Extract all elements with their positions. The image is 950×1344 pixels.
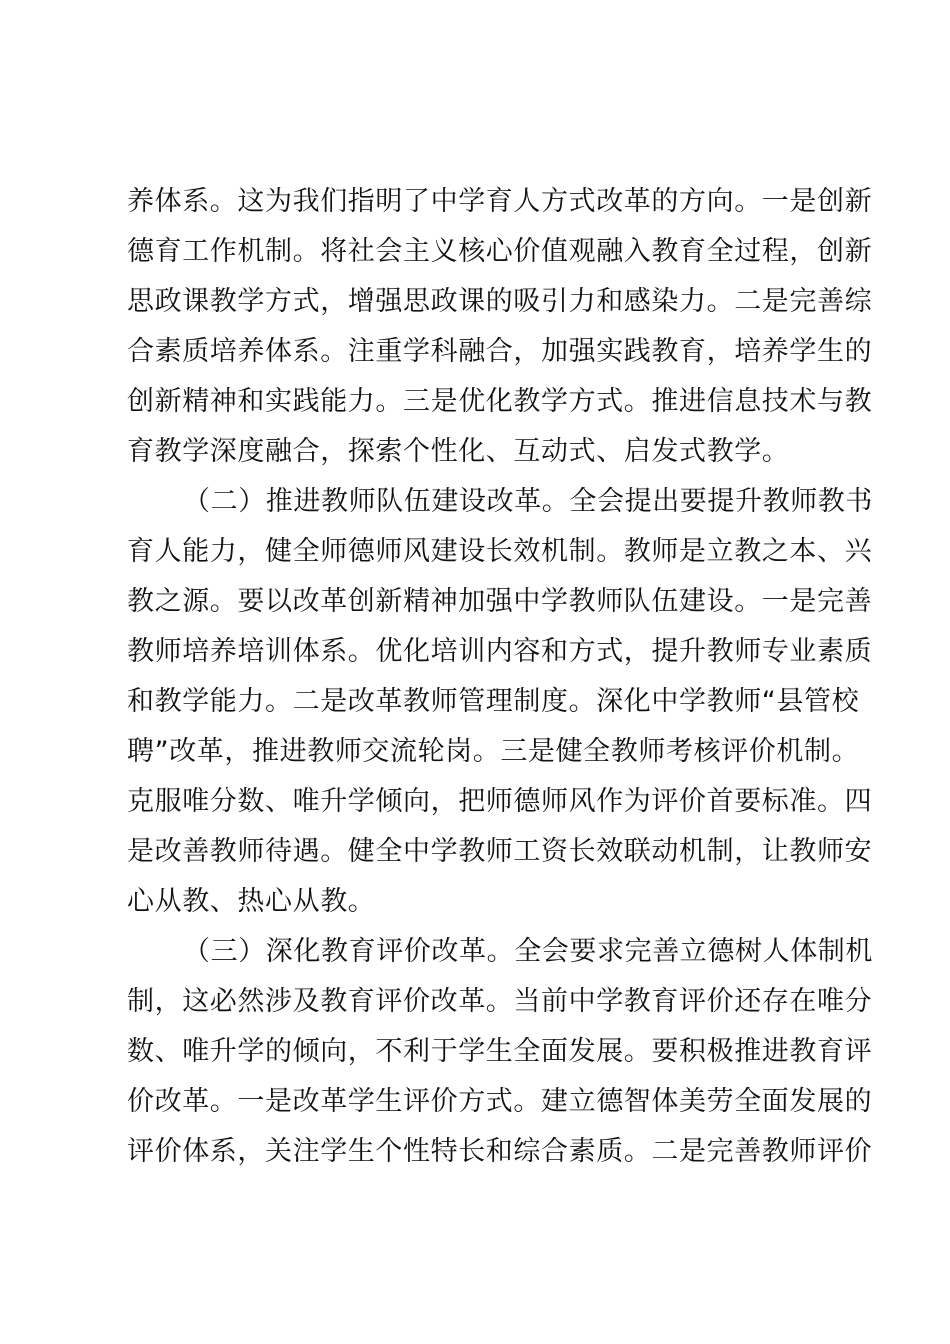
text-line: 和教学能力。二是改革教师管理制度。深化中学教师“县管校 [127, 686, 860, 717]
text-line: 克服唯分数、唯升学倾向，把师德师风作为评价首要标准。四 [127, 786, 873, 817]
document-body [127, 177, 873, 1177]
text-line: 德育工作机制。将社会主义核心价值观融入教育全过程，创新 [127, 236, 873, 267]
text-line: 是改善教师待遇。健全中学教师工资长效联动机制，让教师安 [127, 836, 873, 867]
text-line: 养体系。这为我们指明了中学育人方式改革的方向。一是创新 [127, 186, 873, 217]
text-line: 心从教、热心从教。 [127, 886, 376, 917]
section-heading-line: （二）推进教师队伍建设改革。全会提出要提升教师教书 [183, 486, 873, 517]
text-line: 思政课教学方式，增强思政课的吸引力和感染力。二是完善综 [127, 286, 873, 317]
text-line: 育教学深度融合，探索个性化、互动式、启发式教学。 [127, 436, 790, 467]
text-line: 创新精神和实践能力。三是优化教学方式。推进信息技术与教 [127, 386, 873, 417]
text-line: 价改革。一是改革学生评价方式。建立德智体美劳全面发展的 [127, 1086, 873, 1117]
text-line: 合素质培养体系。注重学科融合，加强实践教育，培养学生的 [127, 336, 873, 367]
text-line: 教之源。要以改革创新精神加强中学教师队伍建设。一是完善 [127, 586, 873, 617]
section-heading-line: （三）深化教育评价改革。全会要求完善立德树人体制机 [183, 936, 873, 967]
paragraph-2 [127, 477, 873, 927]
paragraph-1 [127, 177, 873, 477]
text-line: 制，这必然涉及教育评价改革。当前中学教育评价还存在唯分 [127, 986, 873, 1017]
text-line: 聘”改革，推进教师交流轮岗。三是健全教师考核评价机制。 [127, 736, 860, 767]
text-line: 数、唯升学的倾向，不利于学生全面发展。要积极推进教育评 [127, 1036, 873, 1067]
text-line: 育人能力，健全师德师风建设长效机制。教师是立教之本、兴 [127, 536, 873, 567]
text-line: 评价体系，关注学生个性特长和综合素质。二是完善教师评价 [127, 1136, 873, 1167]
text-line: 教师培养培训体系。优化培训内容和方式，提升教师专业素质 [127, 636, 873, 667]
paragraph-3 [127, 927, 873, 1177]
